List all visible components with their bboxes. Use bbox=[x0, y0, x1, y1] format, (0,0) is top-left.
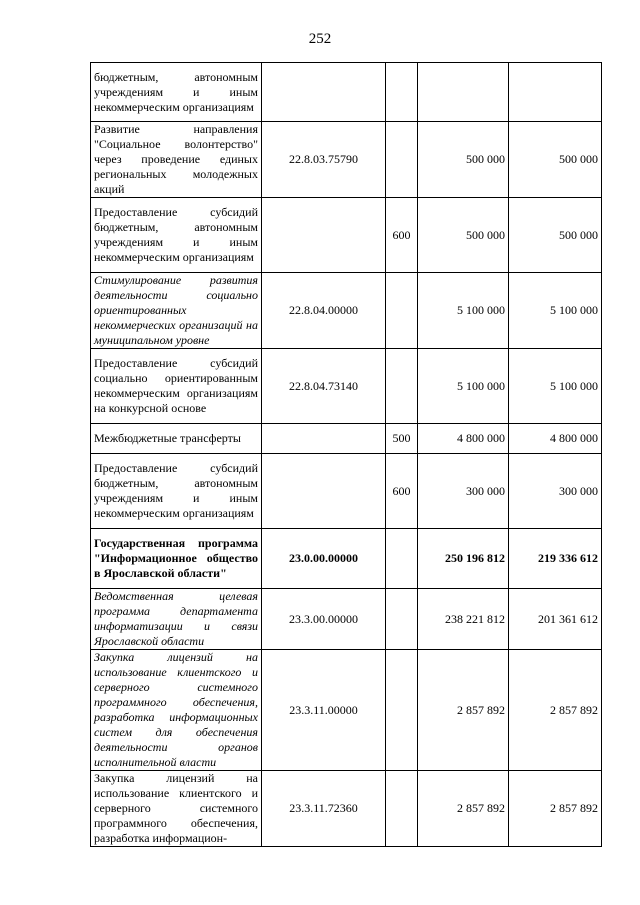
row-name: Закупка лицензий на использование клиентского и серверного системного программного обеспечения, разработка информационных систем для обеспечения деятельности органов исполнительной власти bbox=[91, 650, 262, 771]
row-amount-year1: 500 000 bbox=[418, 122, 509, 198]
row-name: Предоставление субсидий социально ориентированным некоммерческим организациям на конкурсной основе bbox=[91, 349, 262, 424]
row-name: Предоставление субсидий бюджетным, автономным учреждениям и иным некоммерческим организациям bbox=[91, 454, 262, 529]
row-name: Развитие направления "Социальное волонтерство" через проведение единых региональных молодежных акций bbox=[91, 122, 262, 198]
row-code: 23.3.11.72360 bbox=[262, 771, 386, 847]
row-code bbox=[262, 198, 386, 273]
row-code: 23.3.00.00000 bbox=[262, 589, 386, 650]
row-amount-year1: 5 100 000 bbox=[418, 273, 509, 349]
row-expense-type bbox=[386, 529, 418, 589]
row-amount-year2: 219 336 612 bbox=[509, 529, 602, 589]
row-name: бюджетным, автономным учреждениям и иным некоммерческим организациям bbox=[91, 63, 262, 122]
table-row bbox=[91, 122, 602, 198]
table-row bbox=[91, 273, 602, 349]
row-name: Стимулирование развития деятельности социально ориентированных некоммерческих организаций на муниципальном уровне bbox=[91, 273, 262, 349]
row-amount-year2: 5 100 000 bbox=[509, 273, 602, 349]
row-amount-year1: 2 857 892 bbox=[418, 771, 509, 847]
row-expense-type: 600 bbox=[386, 454, 418, 529]
row-name: Межбюджетные трансферты bbox=[91, 424, 262, 454]
table-row bbox=[91, 454, 602, 529]
row-expense-type bbox=[386, 122, 418, 198]
row-amount-year2: 5 100 000 bbox=[509, 349, 602, 424]
row-amount-year1: 4 800 000 bbox=[418, 424, 509, 454]
row-expense-type: 600 bbox=[386, 198, 418, 273]
row-amount-year1: 2 857 892 bbox=[418, 650, 509, 771]
row-expense-type bbox=[386, 589, 418, 650]
row-expense-type bbox=[386, 349, 418, 424]
row-amount-year1: 238 221 812 bbox=[418, 589, 509, 650]
row-expense-type bbox=[386, 63, 418, 122]
table-row bbox=[91, 198, 602, 273]
row-amount-year2: 2 857 892 bbox=[509, 650, 602, 771]
row-expense-type bbox=[386, 650, 418, 771]
row-code bbox=[262, 424, 386, 454]
row-amount-year2: 2 857 892 bbox=[509, 771, 602, 847]
table-row bbox=[91, 529, 602, 589]
row-code: 23.3.11.00000 bbox=[262, 650, 386, 771]
row-amount-year1: 500 000 bbox=[418, 198, 509, 273]
row-amount-year1 bbox=[418, 63, 509, 122]
row-code: 22.8.03.75790 bbox=[262, 122, 386, 198]
row-expense-type bbox=[386, 273, 418, 349]
row-amount-year2: 500 000 bbox=[509, 198, 602, 273]
budget-table bbox=[90, 62, 602, 847]
row-amount-year2 bbox=[509, 63, 602, 122]
row-amount-year1: 300 000 bbox=[418, 454, 509, 529]
row-name: Государственная программа "Информационное общество в Ярославской области" bbox=[91, 529, 262, 589]
row-amount-year2: 300 000 bbox=[509, 454, 602, 529]
row-amount-year2: 201 361 612 bbox=[509, 589, 602, 650]
page-number: 252 bbox=[308, 31, 332, 47]
row-expense-type: 500 bbox=[386, 424, 418, 454]
row-amount-year2: 500 000 bbox=[509, 122, 602, 198]
table-row bbox=[91, 63, 602, 122]
table-row bbox=[91, 349, 602, 424]
row-name: Ведомственная целевая программа департамента информатизации и связи Ярославской области bbox=[91, 589, 262, 650]
row-expense-type bbox=[386, 771, 418, 847]
table-row bbox=[91, 771, 602, 847]
row-code: 22.8.04.73140 bbox=[262, 349, 386, 424]
row-name: Предоставление субсидий бюджетным, автономным учреждениям и иным некоммерческим организациям bbox=[91, 198, 262, 273]
row-code: 23.0.00.00000 bbox=[262, 529, 386, 589]
row-code: 22.8.04.00000 bbox=[262, 273, 386, 349]
row-name: Закупка лицензий на использование клиентского и серверного системного программного обеспечения, разработка информацион- bbox=[91, 771, 262, 847]
row-amount-year1: 250 196 812 bbox=[418, 529, 509, 589]
table-row bbox=[91, 424, 602, 454]
row-amount-year2: 4 800 000 bbox=[509, 424, 602, 454]
row-code bbox=[262, 63, 386, 122]
table-row bbox=[91, 589, 602, 650]
table-row bbox=[91, 650, 602, 771]
row-code bbox=[262, 454, 386, 529]
row-amount-year1: 5 100 000 bbox=[418, 349, 509, 424]
